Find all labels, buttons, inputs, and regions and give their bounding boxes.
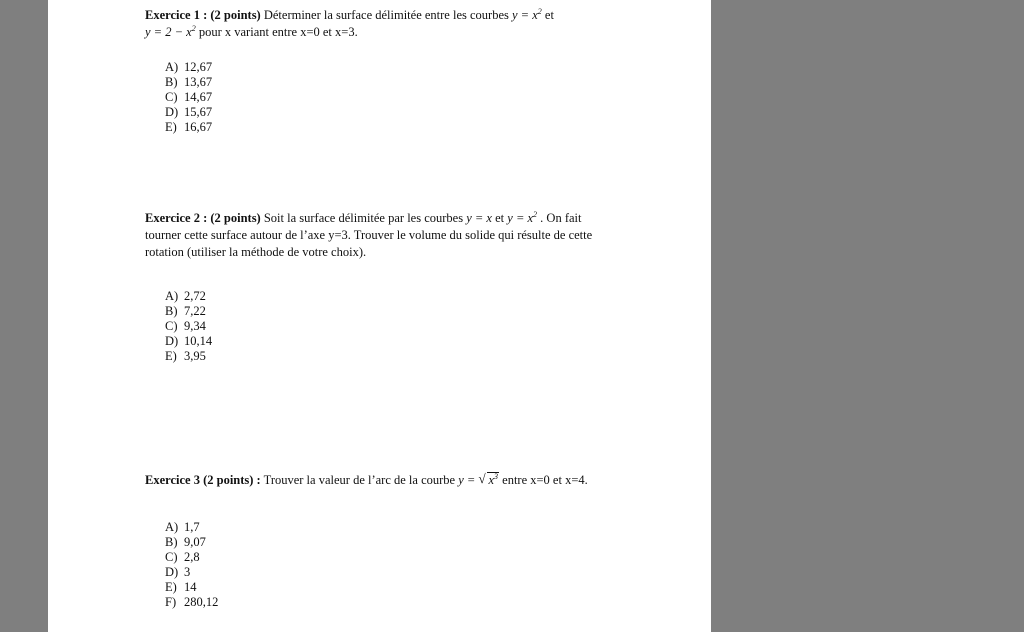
exercise-3-text-b: entre x=0 et x=4. [499, 473, 588, 487]
option-value: 9,34 [184, 319, 206, 333]
option-item [165, 595, 218, 610]
exercise-2-title: Exercice 2 : (2 points) [145, 211, 261, 225]
option-value: 2,8 [184, 550, 200, 564]
option-letter: B) [165, 75, 178, 89]
exercise-3-curve [458, 473, 499, 487]
exercise-3-text-a: Trouver la valeur de l’arc de la courbe [260, 473, 459, 487]
option-value: 280,12 [184, 595, 219, 609]
option-value: 10,14 [184, 334, 213, 348]
option-letter: E) [165, 580, 177, 594]
exercise-2-options [165, 289, 212, 364]
curve-1-exponent: 2 [537, 6, 542, 16]
option-item [165, 90, 212, 105]
radicand-base: x [488, 473, 495, 487]
option-item [165, 319, 212, 334]
exercise-1-curve-1 [512, 8, 542, 22]
exercise-2-text-a: Soit la surface délimitée par les courbes [260, 211, 467, 225]
radicand-exponent: 3 [494, 471, 499, 481]
exercise-1-options [165, 60, 212, 135]
document-page [48, 0, 711, 632]
option-letter: E) [165, 349, 177, 363]
curve-2-exponent: 2 [191, 23, 196, 33]
option-letter: F) [165, 595, 177, 609]
option-value: 14,67 [184, 90, 213, 104]
exercise-3 [145, 472, 665, 489]
exercise-1-text-c: pour x variant entre x=0 et x=3. [195, 25, 358, 39]
option-letter: C) [165, 319, 178, 333]
option-value: 9,07 [184, 535, 206, 549]
option-item [165, 535, 218, 550]
exercise-1-title: Exercice 1 : (2 points) [145, 8, 261, 22]
option-item [165, 565, 218, 580]
option-letter: B) [165, 304, 178, 318]
option-item [165, 105, 212, 120]
exercise-2-text-b: et [491, 211, 508, 225]
radicand [487, 472, 499, 487]
option-value: 13,67 [184, 75, 213, 89]
option-item [165, 60, 212, 75]
exercise-3-options [165, 520, 218, 610]
option-value: 15,67 [184, 105, 213, 119]
exercise-2-text-c: . On fait tourner cette surface autour de l’axe y=3. Trouver le volume du solide qui résulte de cette rotation (utiliser la méthode de votre choix). [145, 211, 593, 259]
exercise-1-text-b: et [541, 8, 554, 22]
option-letter: E) [165, 120, 177, 134]
curve-2-base: y = x [507, 211, 534, 225]
curve-2-base: y = 2 − x [145, 25, 192, 39]
option-item [165, 349, 212, 364]
option-letter: D) [165, 105, 179, 119]
exercise-2 [145, 210, 620, 261]
curve-1-base: y = x [512, 8, 538, 22]
option-value: 3 [184, 565, 191, 579]
option-letter: A) [165, 520, 179, 534]
option-item [165, 120, 212, 135]
option-item [165, 580, 218, 595]
option-letter: D) [165, 565, 179, 579]
curve-lhs: y = [458, 473, 479, 487]
sqrt-symbol [478, 472, 499, 489]
option-letter: B) [165, 535, 178, 549]
exercise-2-curve-2 [507, 211, 537, 225]
option-letter: C) [165, 550, 178, 564]
exercise-3-title: Exercice 3 (2 points) : [145, 473, 261, 487]
option-value: 12,67 [184, 60, 213, 74]
option-letter: C) [165, 90, 178, 104]
exercise-2-curve-1: y = x [466, 211, 492, 225]
option-item [165, 304, 212, 319]
curve-2-exponent: 2 [533, 209, 538, 219]
exercise-1 [145, 7, 620, 41]
option-value: 3,95 [184, 349, 206, 363]
option-value: 7,22 [184, 304, 206, 318]
option-value: 16,67 [184, 120, 213, 134]
exercise-1-curve-2 [145, 25, 196, 39]
option-value: 14 [184, 580, 197, 594]
option-value: 1,7 [184, 520, 200, 534]
option-item [165, 334, 212, 349]
option-value: 2,72 [184, 289, 206, 303]
option-letter: A) [165, 60, 179, 74]
option-letter: A) [165, 289, 179, 303]
option-item [165, 289, 212, 304]
exercise-1-text-a: Déterminer la surface délimitée entre les courbes [260, 8, 512, 22]
option-item [165, 550, 218, 565]
option-item [165, 75, 212, 90]
option-letter: D) [165, 334, 179, 348]
option-item [165, 520, 218, 535]
